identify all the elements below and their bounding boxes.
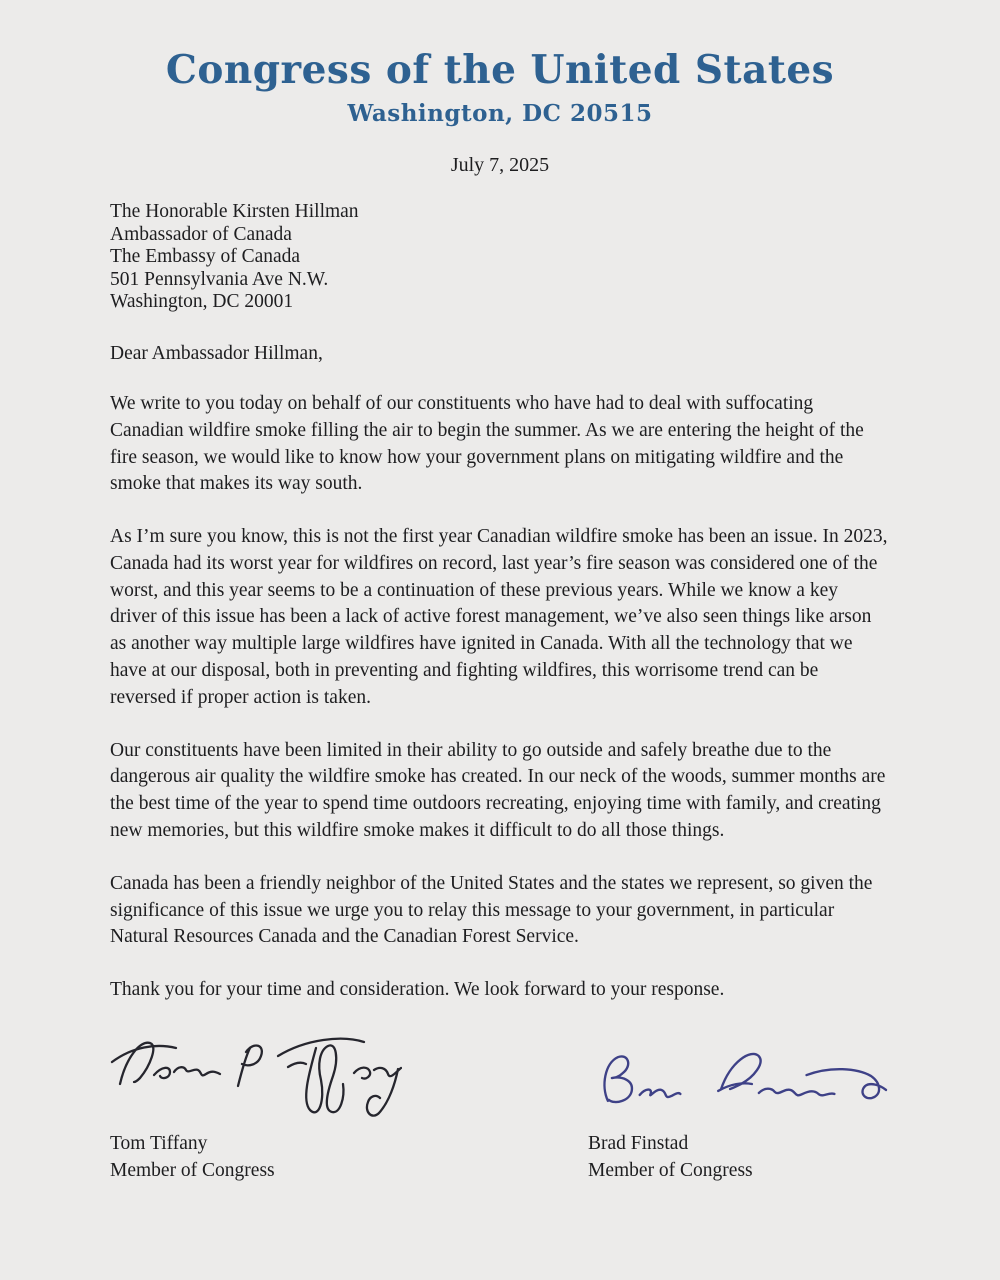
recipient-line-street: 501 Pennsylvania Ave N.W. [110, 268, 329, 290]
letter-date: July 7, 2025 [450, 153, 550, 176]
letterhead [0, 0, 1000, 127]
signer-name: Tom Tiffany [110, 1133, 208, 1154]
body-paragraph-2: As I’m sure you know, this is not the first year Canadian wildfire smoke has been an issue. In 2023, Canada had its worst year for wildfires on record, last year’s fire season was considered one of the worst, and this year seems to be a continuation of these previous years. While we know a key driver of this issue has been a lack of active forest management, we’ve also seen things like arson as another way multiple large wildfires have ignited in Canada. With all the technology that we have at our disposal, both in preventing and fighting wildfires, this worrisome trend can be reversed if proper action is taken. [110, 526, 888, 708]
finstad-signature-icon [592, 1046, 888, 1124]
letterhead-title: Congress of the United States [165, 47, 835, 93]
recipient-line-name: The Honorable Kirsten Hillman [110, 200, 359, 222]
signature-block-finstad [588, 1018, 888, 1184]
salutation: Dear Ambassador Hillman, [110, 342, 323, 364]
signer-name: Brad Finstad [588, 1133, 689, 1154]
recipient-address [110, 201, 888, 314]
closing-paragraph: Thank you for your time and consideration. We look forward to your response. [110, 979, 725, 1001]
recipient-line-org: The Embassy of Canada [110, 246, 301, 268]
body-paragraph-4: Canada has been a friendly neighbor of the United States and the states we represent, so given the significance of this issue we urge you to relay this message to your government, in particular Natural Resources Canada and the Canadian Forest Service. [110, 872, 873, 948]
letterhead-subtitle: Washington, DC 20515 [347, 99, 653, 127]
body-paragraph-1: We write to you today on behalf of our constituents who have had to deal with suffocating Canadian wildfire smoke filling the air to begin the summer. As we are entering the height of the fire season, we would like to know how your government plans on mitigating wildfire and the smoke that makes its way south. [110, 392, 864, 495]
recipient-line-city: Washington, DC 20001 [110, 291, 294, 313]
finstad-signature-art [588, 1018, 888, 1124]
signer-title: Member of Congress [588, 1160, 753, 1181]
body-paragraph-3: Our constituents have been limited in their ability to go outside and safely breathe due to the dangerous air quality the wildfire smoke has created. In our neck of the woods, summer months are the best time of the year to spend time outdoors recreating, enjoying time with family, and creating new memories, but this wildfire smoke makes it difficult to do all those things. [110, 739, 886, 842]
letter-content [110, 201, 888, 1004]
tiffany-signature-icon [110, 1022, 402, 1124]
signature-block-tiffany [110, 1018, 588, 1184]
tiffany-signature-art [110, 1018, 588, 1124]
signature-section [110, 1018, 890, 1184]
signer-title: Member of Congress [110, 1160, 275, 1181]
recipient-line-role: Ambassador of Canada [110, 223, 292, 245]
